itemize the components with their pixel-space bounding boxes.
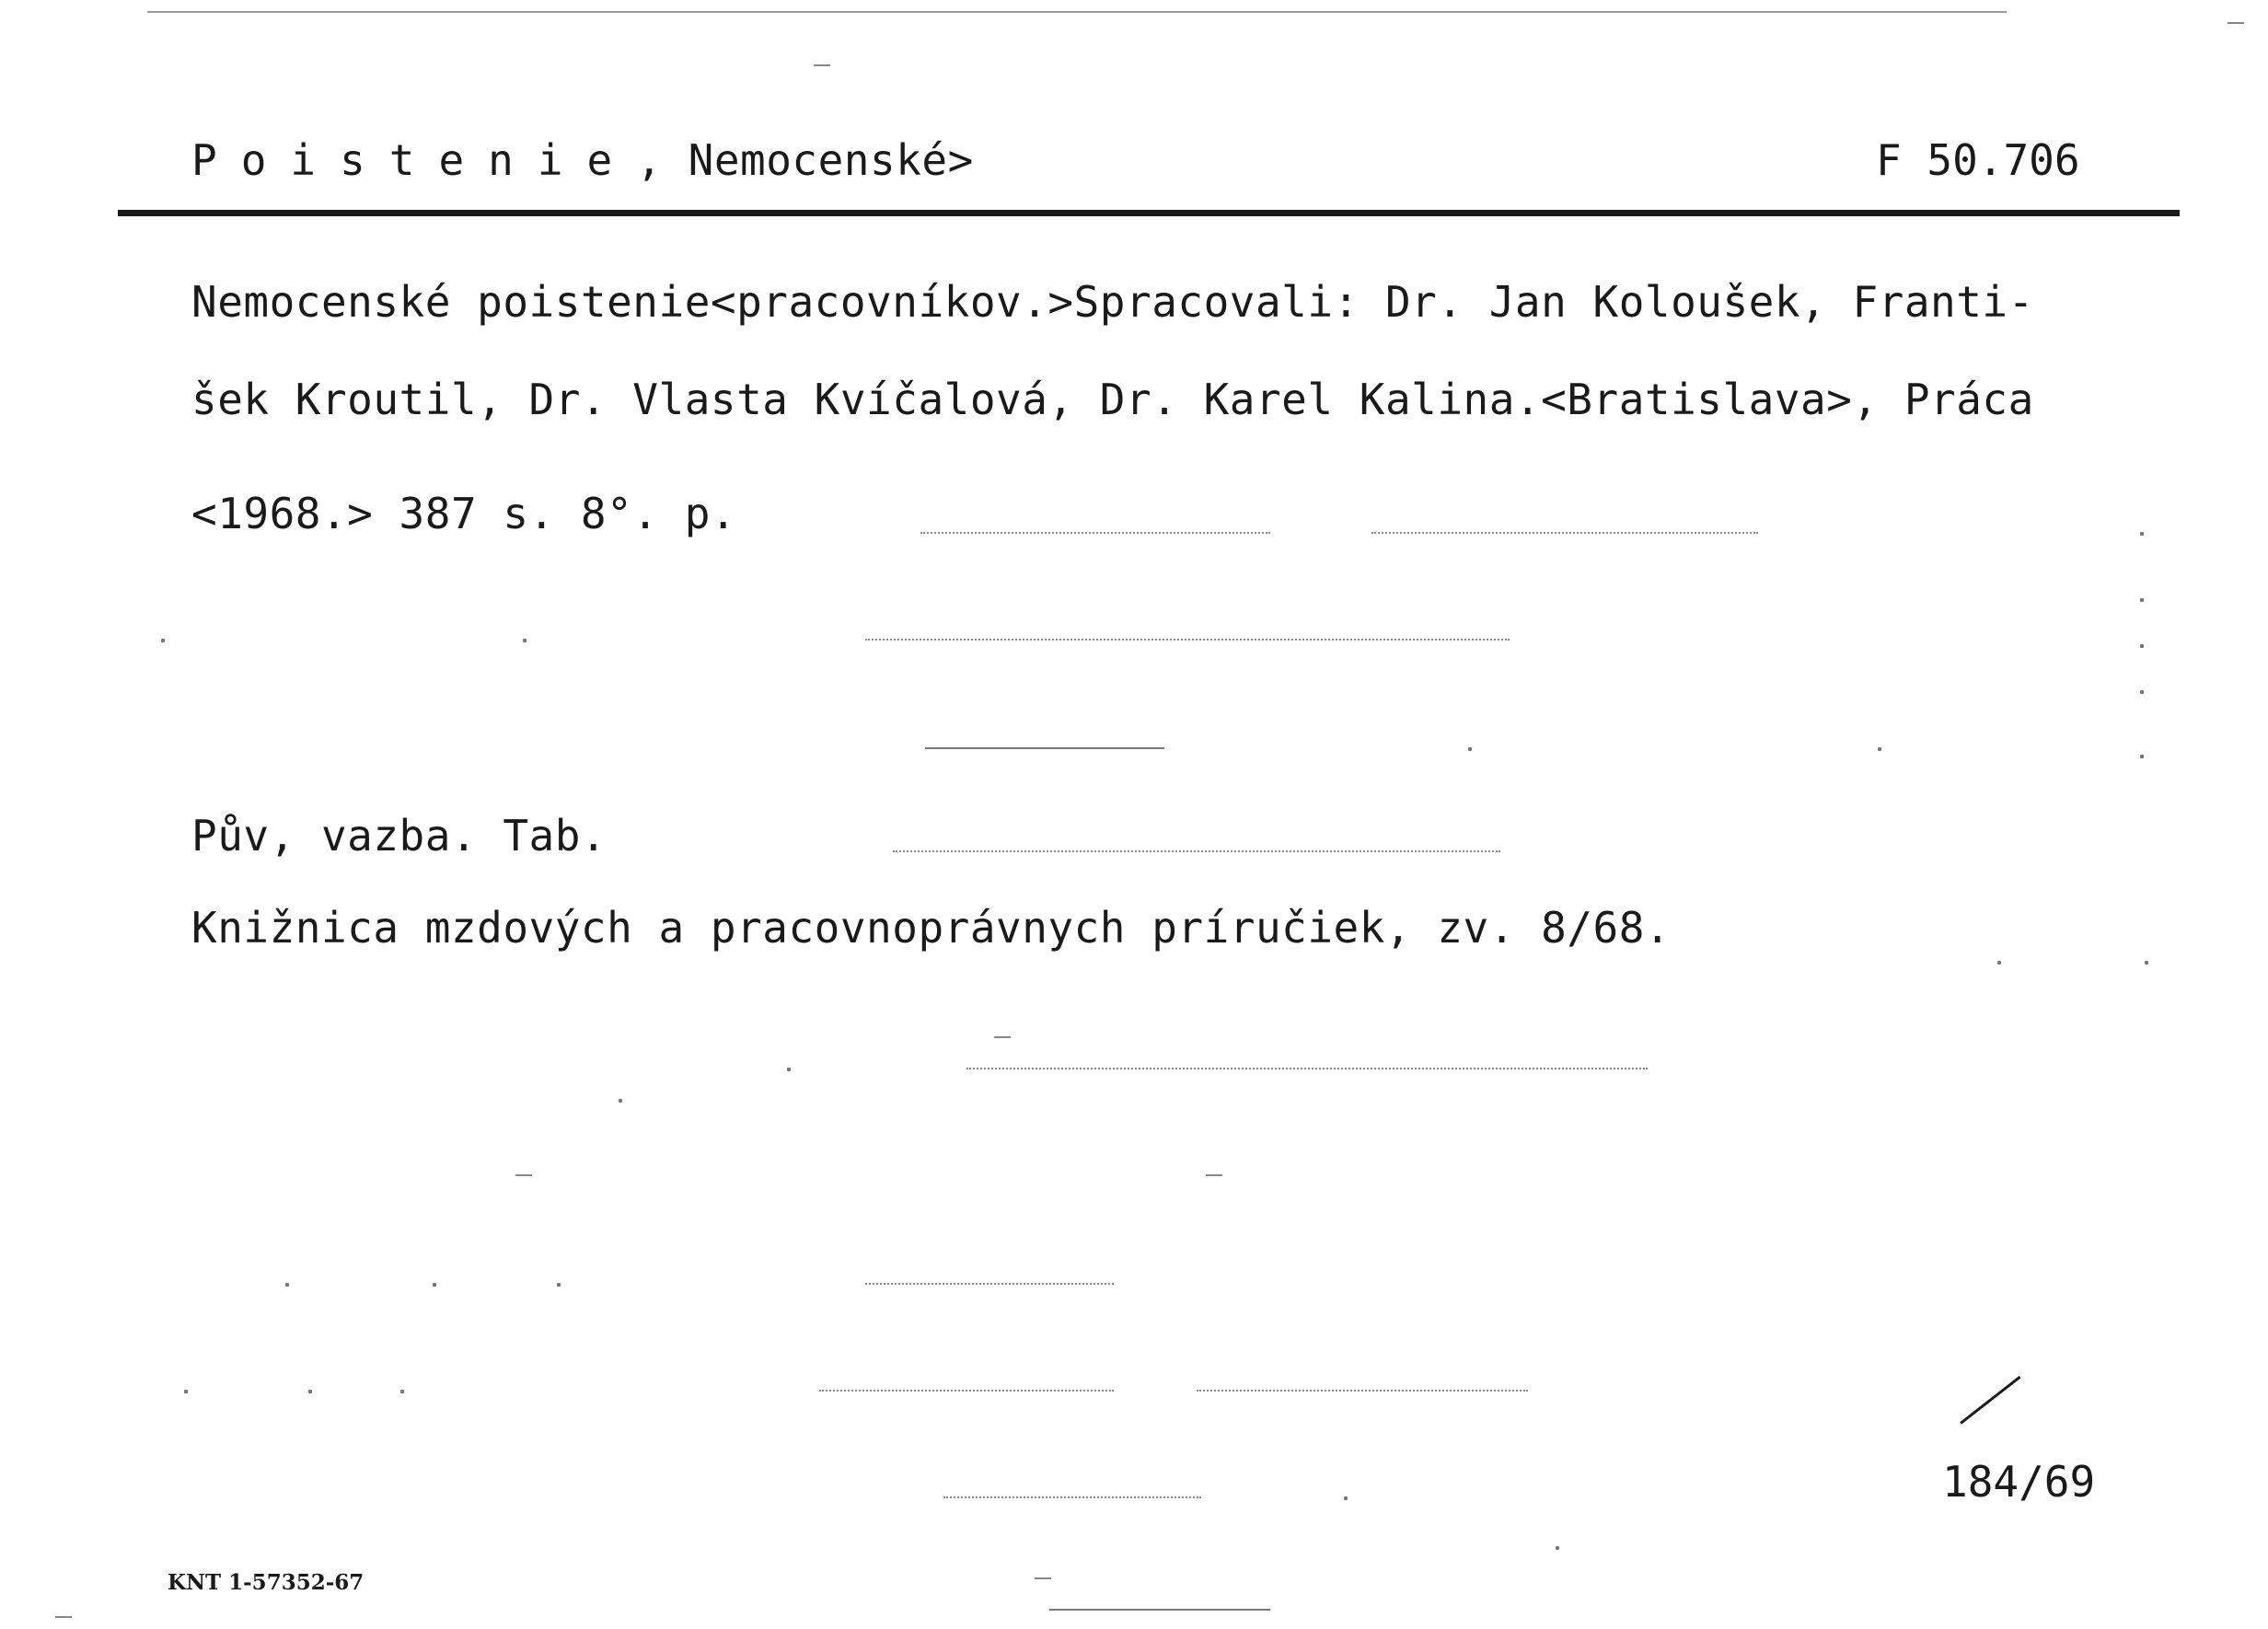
guide-dash	[55, 1616, 72, 1618]
accession-number: 184/69	[1942, 1457, 2096, 1507]
guide-tick	[523, 639, 526, 642]
guide-tick	[2140, 690, 2144, 694]
guide-tick	[400, 1390, 404, 1393]
guide-tick	[1997, 961, 2001, 965]
binding-note: Pův, vazba. Tab.	[191, 811, 608, 861]
guide-dash	[515, 1174, 532, 1176]
guide-tick	[1556, 1546, 1559, 1550]
entry-line-1: Nemocenské poistenie<pracovníkov.>Spracovali: Dr. Jan Koloušek, Franti-	[191, 277, 2034, 327]
guide-line	[893, 850, 1500, 852]
guide-line	[966, 1068, 1648, 1069]
guide-tick	[2140, 755, 2144, 758]
guide-tick	[619, 1099, 622, 1103]
subject-heading-bracket: >	[947, 135, 974, 185]
printer-mark: KNT 1-57352-67	[168, 1570, 364, 1595]
guide-tick	[1344, 1496, 1348, 1500]
guide-tick	[2145, 961, 2148, 965]
guide-line	[1197, 1390, 1528, 1392]
entry-line-3: <1968.> 387 s. 8°. p.	[191, 489, 737, 538]
guide-line	[1371, 532, 1758, 534]
guide-line	[819, 1390, 1114, 1392]
call-number: F 50.706	[1876, 135, 2080, 185]
top-edge-rule	[147, 11, 2007, 13]
series-note: Knižnica mzdových a pracovnoprávnych príručiek, zv. 8/68.	[191, 903, 1672, 953]
guide-tick	[161, 639, 165, 642]
guide-dash	[994, 1036, 1011, 1038]
entry-line-2: šek Kroutil, Dr. Vlasta Kvíčalová, Dr. Karel Kalina.<Bratislava>, Práca	[191, 375, 2034, 424]
guide-tick	[1468, 747, 1472, 751]
guide-tick	[433, 1283, 436, 1287]
guide-dash	[814, 64, 830, 66]
guide-dash	[1035, 1577, 1051, 1579]
subject-heading-qualifier: , Nemocenské	[636, 135, 948, 185]
subject-heading	[191, 134, 974, 186]
heading-rule	[118, 210, 2180, 216]
guide-tick	[1878, 747, 1881, 751]
guide-line	[865, 1283, 1114, 1285]
guide-line	[1049, 1609, 1270, 1611]
guide-dash	[1206, 1174, 1222, 1176]
guide-line	[865, 639, 1510, 641]
guide-tick	[285, 1283, 289, 1287]
guide-tick	[557, 1283, 561, 1287]
accession-mark	[1960, 1376, 2020, 1425]
guide-tick	[2140, 532, 2144, 536]
guide-line	[943, 1496, 1201, 1498]
guide-dash	[2228, 22, 2244, 24]
subject-heading-word: Poistenie	[191, 135, 637, 185]
guide-line	[920, 532, 1270, 534]
guide-tick	[184, 1390, 188, 1393]
guide-tick	[308, 1390, 312, 1393]
guide-tick	[787, 1068, 791, 1071]
guide-line	[925, 747, 1164, 749]
guide-tick	[2140, 598, 2144, 602]
guide-tick	[2140, 644, 2144, 648]
